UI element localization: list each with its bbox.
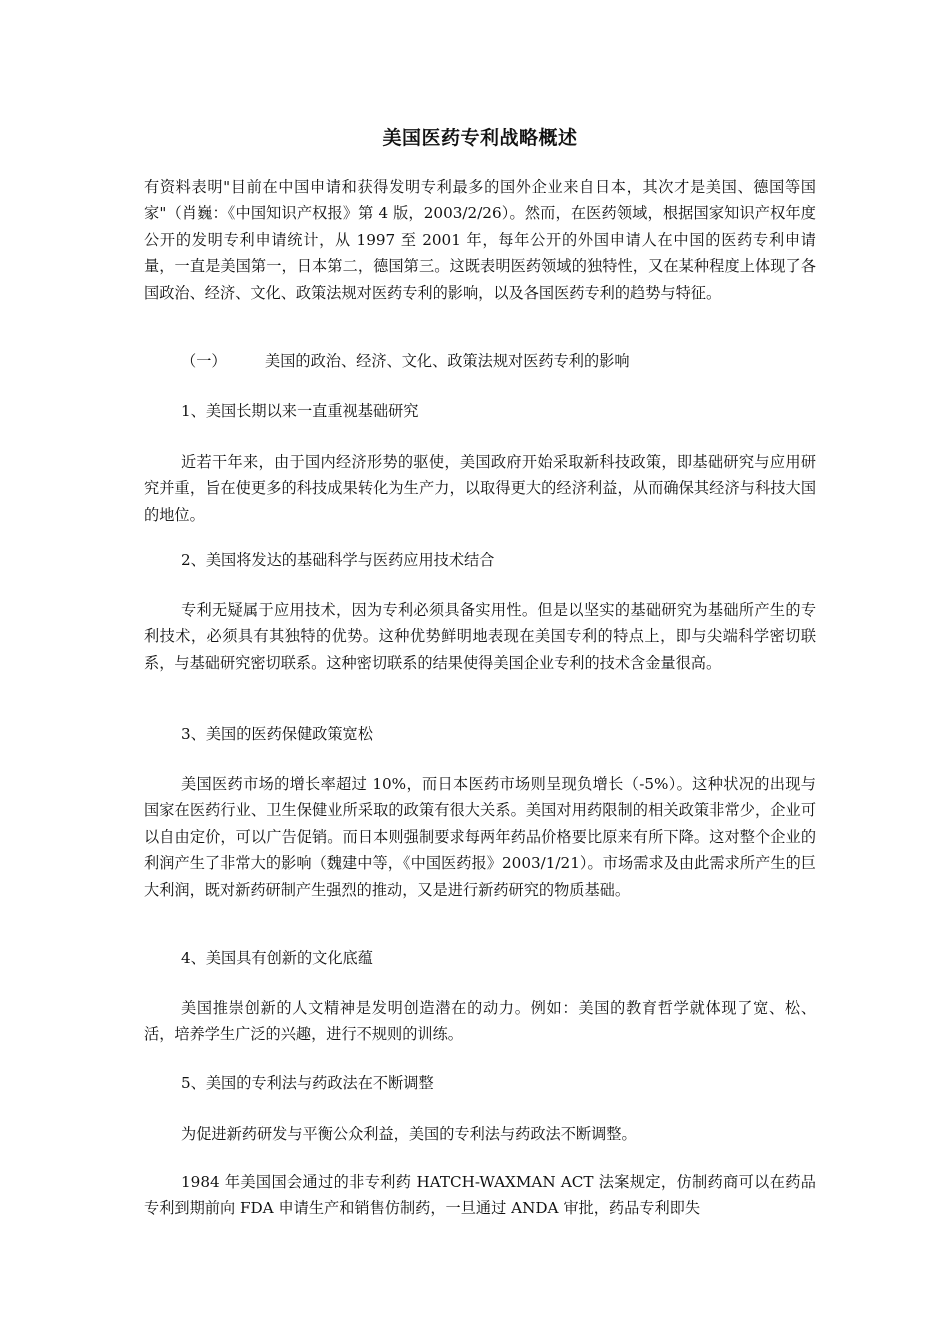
paragraph-2: 专利无疑属于应用技术，因为专利必须具备实用性。但是以坚实的基础研究为基础所产生的专利技术，必须具有其独特的优势。这种优势鲜明地表现在美国专利的特点上，即与尖端科学密切联系，与基础研究密切联系。这种密切联系的结果使得美国企业专利的技术含金量很高。 [144, 601, 816, 672]
intro-paragraph: 有资料表明"目前在中国申请和获得发明专利最多的国外企业来自日本，其次才是美国、德国等国家"（肖巍：《中国知识产权报》第 4 版，2003/2/26）。然而，在医药领域，根据国家知识产权年度公开的发明专利申请统计，从 1997 至 2001 年，每年公开的外国申请人在中国的医药专利申请量，一直是美国第一，日本第二，德国第三。这既表明医药领域的独特性，又在某种程度上体现了各国政治、经济、文化、政策法规对医药专利的影响，以及各国医药专利的趋势与特征。 [144, 178, 816, 302]
section-heading-1 [181, 348, 816, 374]
subheading-2: 2、美国将发达的基础科学与医药应用技术结合 [181, 551, 495, 569]
page-title: 美国医药专利战略概述 [382, 127, 578, 149]
paragraph-6: 1984 年美国国会通过的非专利药 HATCH-WAXMAN ACT 法案规定，仿制药商可以在药品专利到期前向 FDA 申请生产和销售仿制药，一旦通过 ANDA 审批，药品专利即失 [144, 1173, 816, 1218]
section-title: 美国的政治、经济、文化、政策法规对医药专利的影响 [265, 352, 630, 370]
paragraph-3: 美国医药市场的增长率超过 10%，而日本医药市场则呈现负增长（-5%）。这种状况的出现与国家在医药行业、卫生保健业所采取的政策有很大关系。美国对用药限制的相关政策非常少，企业可以自由定价，可以广告促销。而日本则强制要求每两年药品价格要比原来有所下降。这对整个企业的利润产生了非常大的影响（魏建中等，《中国医药报》2003/1/21）。市场需求及由此需求所产生的巨大利润，既对新药研制产生强烈的推动，又是进行新药研究的物质基础。 [144, 775, 816, 899]
subheading-1: 1、美国长期以来一直重视基础研究 [181, 402, 419, 420]
paragraph-4: 美国推崇创新的人文精神是发明创造潜在的动力。例如：美国的教育哲学就体现了宽、松、活，培养学生广泛的兴趣，进行不规则的训练。 [144, 999, 816, 1044]
subheading-3: 3、美国的医药保健政策宽松 [181, 725, 373, 743]
paragraph-5: 为促进新药研发与平衡公众利益，美国的专利法与药政法不断调整。 [181, 1125, 637, 1143]
section-number: （一） [181, 352, 227, 370]
subheading-5: 5、美国的专利法与药政法在不断调整 [181, 1074, 434, 1092]
paragraph-1: 近若干年来，由于国内经济形势的驱使，美国政府开始采取新科技政策，即基础研究与应用研究并重，旨在使更多的科技成果转化为生产力，以取得更大的经济利益，从而确保其经济与科技大国的地位。 [144, 453, 816, 524]
subheading-4: 4、美国具有创新的文化底蕴 [181, 949, 373, 967]
